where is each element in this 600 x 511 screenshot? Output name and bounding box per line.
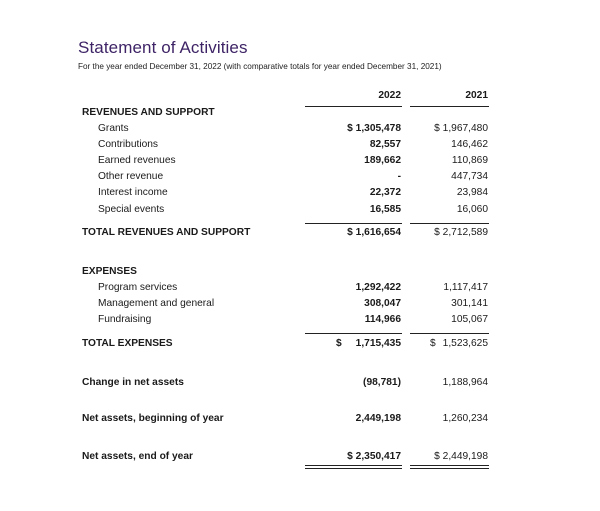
net-assets-beginning-2022: 2,449,198 — [355, 413, 401, 424]
revenue-row-2022: 22,372 — [369, 187, 401, 198]
revenue-row-2021: 23,984 — [456, 187, 488, 198]
revenue-row-2022: 82,557 — [369, 139, 401, 150]
revenue-row-2022: 189,662 — [364, 155, 401, 166]
revenue-row-2021: 16,060 — [456, 204, 488, 215]
expense-row-2021: 1,117,417 — [443, 282, 488, 293]
revenue-subtotal-rule-2022 — [305, 223, 402, 224]
page-subtitle: For the year ended December 31, 2022 (with comparative totals for year ended December 31, 2021) — [78, 62, 442, 71]
revenue-row-2021: $ 1,967,480 — [434, 123, 488, 134]
ending-double-rule-2021 — [410, 465, 489, 469]
net-assets-beginning-2021: 1,260,234 — [442, 413, 488, 424]
change-net-assets-2021: 1,188,964 — [442, 377, 488, 388]
revenue-row-2021: 146,462 — [451, 139, 488, 150]
revenue-row-2022: - — [397, 171, 401, 182]
net-assets-ending-label: Net assets, end of year — [82, 451, 193, 462]
expense-row-label: Management and general — [98, 298, 215, 309]
page-title: Statement of Activities — [78, 38, 248, 57]
expense-row-label: Program services — [98, 282, 178, 293]
change-net-assets-2022: (98,781) — [363, 377, 401, 388]
revenue-subtotal-rule-2021 — [410, 223, 489, 224]
expense-subtotal-rule-2021 — [410, 333, 489, 334]
header-rule-2022 — [305, 106, 402, 107]
total-revenues-2022: $ 1,616,654 — [347, 227, 401, 238]
total-expenses-2022-sign: $ — [336, 338, 342, 349]
header-rule-2021 — [410, 106, 489, 107]
total-expenses-2022: 1,715,435 — [355, 338, 401, 349]
revenue-row-2021: 447,734 — [451, 171, 488, 182]
revenues-heading: REVENUES AND SUPPORT — [82, 107, 215, 118]
column-header-2021: 2021 — [465, 90, 488, 101]
net-assets-beginning-label: Net assets, beginning of year — [82, 413, 224, 424]
expense-row-label: Fundraising — [98, 314, 152, 325]
net-assets-ending-2022: $ 2,350,417 — [347, 451, 401, 462]
total-revenues-2021: $ 2,712,589 — [434, 227, 488, 238]
expense-row-2022: 308,047 — [364, 298, 401, 309]
total-expenses-2021: 1,523,625 — [442, 338, 488, 349]
revenue-row-label: Contributions — [98, 139, 159, 150]
revenue-row-label: Earned revenues — [98, 155, 176, 166]
expense-row-2022: 114,966 — [364, 314, 401, 325]
revenue-row-2022: 16,585 — [369, 204, 401, 215]
revenue-row-label: Other revenue — [98, 171, 164, 182]
revenue-row-label: Interest income — [98, 187, 168, 198]
expense-row-2021: 301,141 — [451, 298, 488, 309]
total-revenues-label: TOTAL REVENUES AND SUPPORT — [82, 227, 251, 238]
change-net-assets-label: Change in net assets — [82, 377, 184, 388]
expense-row-2022: 1,292,422 — [355, 282, 401, 293]
expense-row-2021: 105,067 — [451, 314, 488, 325]
revenue-row-2022: $ 1,305,478 — [347, 123, 401, 134]
expenses-heading: EXPENSES — [82, 266, 137, 277]
column-header-2022: 2022 — [378, 90, 401, 101]
net-assets-ending-2021: $ 2,449,198 — [434, 451, 488, 462]
revenue-row-label: Special events — [98, 204, 165, 215]
total-expenses-label: TOTAL EXPENSES — [82, 338, 173, 349]
revenue-row-2021: 110,869 — [451, 155, 488, 166]
total-expenses-2021-sign: $ — [430, 338, 436, 349]
ending-double-rule-2022 — [305, 465, 402, 469]
revenue-row-label: Grants — [98, 123, 129, 134]
expense-subtotal-rule-2022 — [305, 333, 402, 334]
